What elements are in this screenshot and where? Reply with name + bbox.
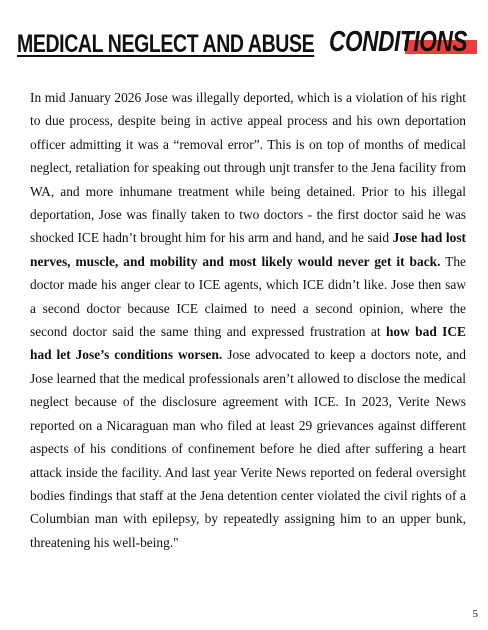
- brand-logo-text: CONDITIONS: [329, 26, 468, 58]
- page-header: [17, 26, 477, 66]
- body-paragraph: [30, 86, 466, 554]
- emphasis-segment: Jose had lost nerves, muscle, and mobility and most likely would never get it back.: [30, 230, 466, 269]
- section-title: MEDICAL NEGLECT AND ABUSE: [17, 30, 315, 58]
- paragraph-segment: The doctor made his anger clear to ICE agents, which ICE didn’t like. Jose then saw a second doctor because ICE claimed to need a second opinion, where the second doctor said the same thing and expressed frustration at: [30, 253, 466, 340]
- page-number: 5: [472, 608, 478, 620]
- paragraph-segment: In mid January 2026 Jose was illegally deported, which is a violation of his right to due process, despite being in active appeal process and his own deportation officer admitting it was a “removal error”. This is on top of months of medical neglect, retaliation for speaking out through unjt transfer to the Jena facility from WA, and more inhumane treatment while being detained. Prior to his illegal deportation, Jose was finally taken to two doctors - the first doctor said he was shocked ICE hadn’t brought him for his arm and hand, and he said: [30, 90, 466, 246]
- paragraph-segment: Jose advocated to keep a doctors note, and Jose learned that the medical professionals aren’t allowed to disclose the medical neglect because of the disclosure agreement with ICE. In 2023, Verite News reported on a Nicaraguan man who filed at least 29 grievances against different aspects of his conditions of confinement before he died after suffering a heart attack inside the facility. And last year Verite News reported on federal oversight bodies findings that staff at the Jena detention center violated the civil rights of a Columbian man with epilepsy, by repeatedly assigning him to an upper bunk, threatening his well-being.": [30, 347, 466, 550]
- emphasis-segment: how bad ICE had let Jose’s conditions worsen.: [30, 324, 466, 363]
